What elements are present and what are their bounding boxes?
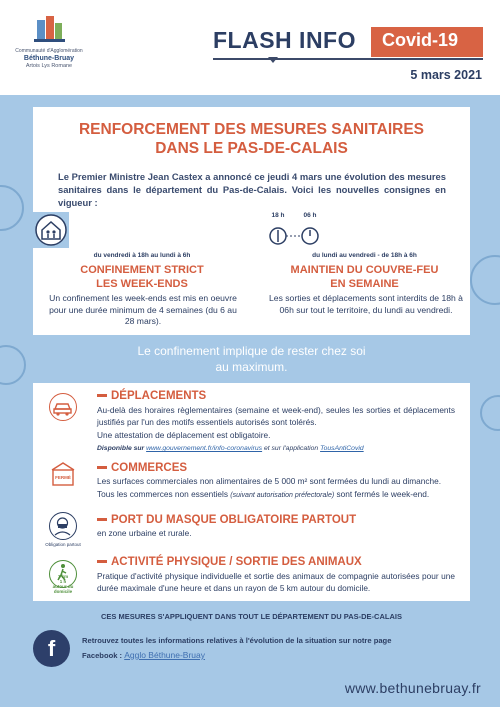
facebook-page: [82, 650, 205, 660]
deplacements-title-text: DÉPLACEMENTS: [111, 390, 207, 402]
facebook-row: [0, 628, 500, 672]
closed-shop-label: FERMÉ: [55, 475, 71, 480]
closed-shop-icon: [49, 460, 77, 488]
publication-date: 5 mars 2021: [410, 68, 482, 82]
curfew-title-line2: EN SEMAINE: [330, 278, 399, 290]
lockdown-title: [40, 263, 244, 291]
curfew-text: Les sorties et déplacements sont interdits de 18h à 06h sur tout le territoire, du lundi au vendredi.: [269, 293, 463, 315]
facebook-icon[interactable]: f: [33, 630, 70, 667]
activity-caption: [44, 574, 82, 594]
confinement-note: [33, 343, 470, 375]
logo-line1: Communauté d'Agglomération: [15, 48, 83, 54]
gouvernement-link[interactable]: www.gouvernement.fr/info-coronavirus: [146, 445, 263, 452]
lockdown-text: Un confinement les week-ends est mis en oeuvre pour une durée minimum de 4 semaines (du 6 au 28 mars).: [49, 293, 237, 326]
commerces-text2-b: (suivant autorisation préfectorale): [230, 492, 335, 499]
car-icon: [49, 393, 77, 421]
department-measures-note: CES MESURES S'APPLIQUENT DANS TOUT LE DÉPARTEMENT DU PAS-DE-CALAIS: [101, 612, 402, 621]
facebook-text: Retrouvez toutes les informations relatives à l'évolution de la situation sur notre page: [82, 636, 392, 645]
lockdown-when: du vendredi à 18h au lundi à 6h: [93, 252, 191, 259]
logo-line2: Béthune-Bruay: [23, 55, 75, 62]
virus-decoration-icon: [0, 185, 24, 231]
curfew-when: du lundi au vendredi - de 18h à 6h: [312, 252, 417, 259]
page-header: [0, 0, 500, 95]
curfew-label-18h: 18 h: [271, 212, 285, 219]
column-divider: [251, 212, 252, 332]
website-link[interactable]: www.bethunebruay.fr: [344, 680, 481, 696]
logo-line3: Artois Lys Romane: [25, 63, 73, 69]
activity-caption-1km: 1 km: [57, 574, 69, 579]
main-title-line1: RENFORCEMENT DES MESURES SANITAIRES: [78, 121, 425, 138]
activite-title-text: ACTIVITÉ PHYSIQUE / SORTIE DES ANIMAUX: [111, 556, 362, 568]
confinement-line1: Le confinement implique de rester chez soi: [137, 344, 366, 358]
virus-decoration-icon: [0, 345, 26, 385]
activite-title: [97, 555, 362, 569]
header-notch: [268, 57, 278, 63]
deplacements-note: [97, 444, 457, 454]
tousanticovid-link[interactable]: TousAntiCovid: [320, 445, 364, 452]
curfew-title-line1: MAINTIEN DU COUVRE-FEU: [290, 264, 439, 276]
main-title: [33, 120, 470, 158]
activite-text: Pratique d'activité physique individuelle et sortie des animaux de compagnie autorisées pour une durée maximale d'une heure et dans un rayon de 5 km autour du domicile.: [97, 571, 455, 593]
activity-caption-1h: 1 h: [59, 579, 67, 584]
facebook-page-link[interactable]: Agglo Béthune-Bruay: [124, 650, 206, 660]
deplacements-title: [97, 389, 206, 403]
virus-decoration-icon: [480, 395, 500, 431]
note-mid: et sur l'application: [262, 445, 321, 452]
curfew-label-06h: 06 h: [303, 212, 317, 219]
confinement-line2: au maximum.: [215, 360, 288, 374]
lockdown-title-line2: LES WEEK-ENDS: [96, 278, 188, 290]
face-mask-icon: [49, 512, 77, 540]
commerces-title: [97, 461, 187, 475]
facebook-label: Facebook :: [82, 651, 125, 660]
deplacements-text2: Une attestation de déplacement est obligatoire.: [97, 430, 271, 440]
note-prefix: Disponible sur: [97, 445, 147, 452]
virus-decoration-icon: [470, 255, 500, 305]
deplacements-text: Au-delà des horaires règlementaires (semaine et week-end), seules les sorties et déplacements justifiés par l'un des motifs essentiels autorisés sont tolérés.: [97, 405, 455, 427]
activity-caption-around: autour du domicile: [52, 584, 74, 594]
commerces-text: Les surfaces commerciales non alimentaires de 5 000 m² sont fermées du lundi au dimanche.: [97, 476, 442, 486]
masque-title-text: PORT DU MASQUE OBLIGATOIRE PARTOUT: [111, 514, 357, 526]
commerces-text2-c: sont fermés le week-end.: [334, 489, 430, 499]
mask-caption: Obligation partout: [45, 542, 81, 547]
masque-text: en zone urbaine et rurale.: [97, 528, 192, 538]
agglo-logo-mark: [31, 14, 67, 44]
commerces-title-text: COMMERCES: [111, 462, 188, 474]
flash-info-title: FLASH INFO: [213, 27, 356, 53]
curfew-title: [262, 263, 467, 291]
main-title-line2: DANS LE PAS-DE-CALAIS: [155, 140, 348, 157]
lockdown-title-line1: CONFINEMENT STRICT: [80, 264, 204, 276]
commerces-text2: [97, 488, 455, 502]
agglo-logo: [8, 14, 90, 70]
covid-badge: Covid-19: [371, 27, 483, 57]
header-rule: [213, 58, 483, 60]
intro-text: Le Premier Ministre Jean Castex a annoncé ce jeudi 4 mars une évolution des mesures sanitaires dans le département du Pas-de-Calais. Voici les nouvelles consignes en vigueur :: [58, 171, 446, 208]
masque-title: [97, 513, 356, 527]
commerces-text2-a: Tous les commerces non essentiels: [97, 489, 231, 499]
house-lockdown-icon: [33, 212, 69, 248]
